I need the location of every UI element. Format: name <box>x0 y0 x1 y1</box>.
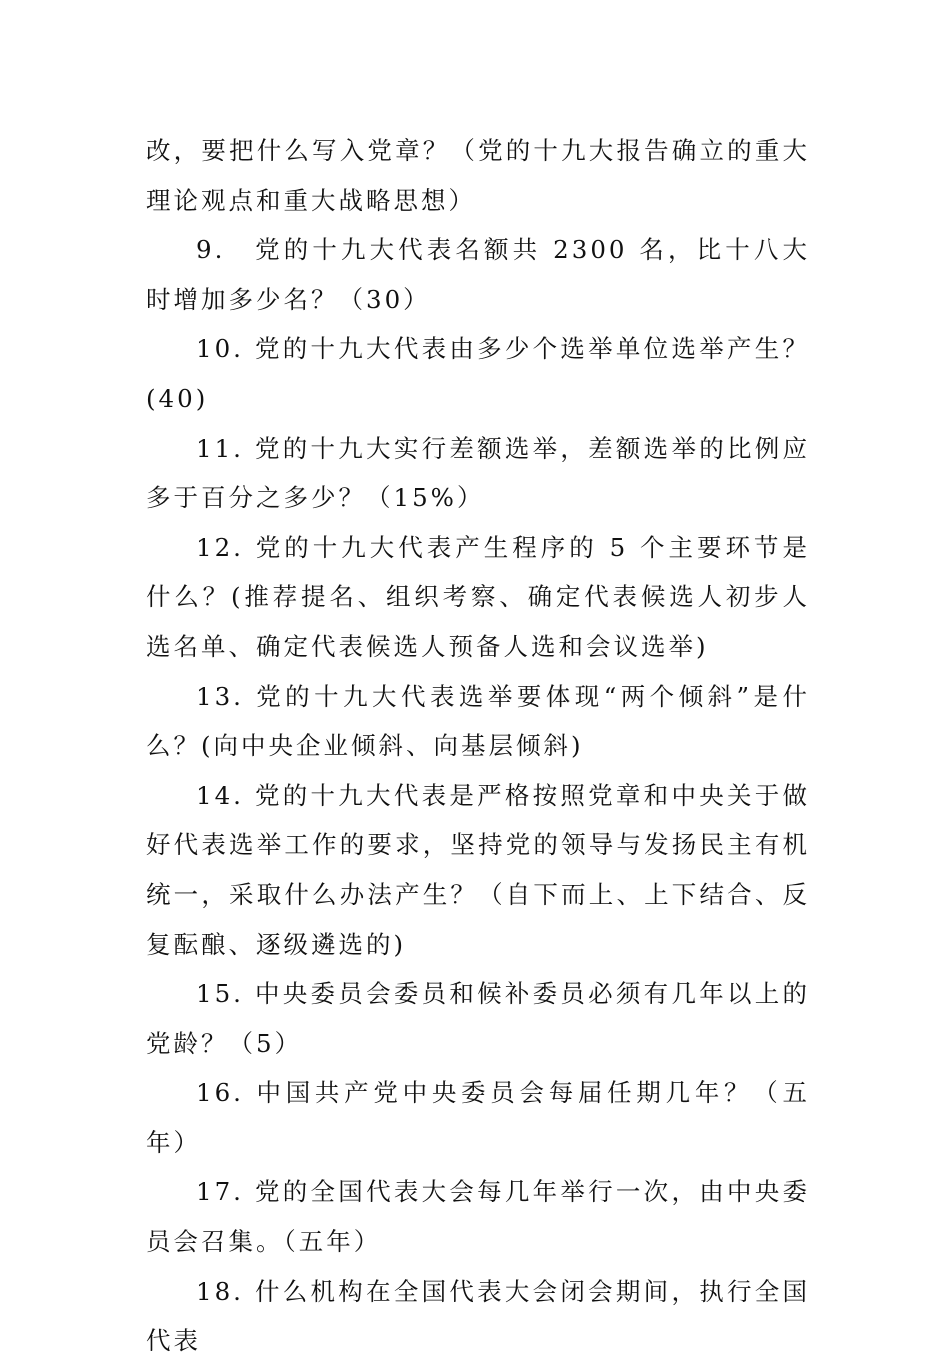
question-13: 13. 党的十九大代表选举要体现“两个倾斜”是什么？(向中央企业倾斜、向基层倾斜) <box>146 681 810 761</box>
question-16: 16. 中国共产党中央委员会每届任期几年？（五年） <box>146 1078 810 1157</box>
paragraph-continuation: 改，要把什么写入党章？（党的十九大报告确立的重大理论观点和重大战略思想） <box>146 136 810 215</box>
document-body <box>146 126 810 1366</box>
question-17: 17. 党的全国代表大会每几年举行一次，由中央委员会召集。（五年） <box>146 1177 810 1257</box>
question-10: 10. 党的十九大代表由多少个选举单位选举产生？(40) <box>146 334 810 413</box>
question-9: 9. 党的十九大代表名额共 2300 名，比十八大时增加多少名？（30） <box>146 235 810 314</box>
question-15: 15. 中央委员会委员和候补委员必须有几年以上的党龄？（5） <box>146 979 810 1058</box>
question-14: 14. 党的十九大代表是严格按照党章和中央关于做好代表选举工作的要求，坚持党的领导与发扬民主有机统一，采取什么办法产生？（自下而上、上下结合、反复酝酿、逐级遴选的) <box>146 780 810 959</box>
question-12: 12. 党的十九大代表产生程序的 5 个主要环节是什么？(推荐提名、组织考察、确定代表候选人初步人选名单、确定代表候选人预备人选和会议选举) <box>146 532 810 661</box>
question-18: 18. 什么机构在全国代表大会闭会期间，执行全国代表 <box>146 1276 810 1356</box>
question-11: 11. 党的十九大实行差额选举，差额选举的比例应多于百分之多少？（15%） <box>146 433 810 513</box>
